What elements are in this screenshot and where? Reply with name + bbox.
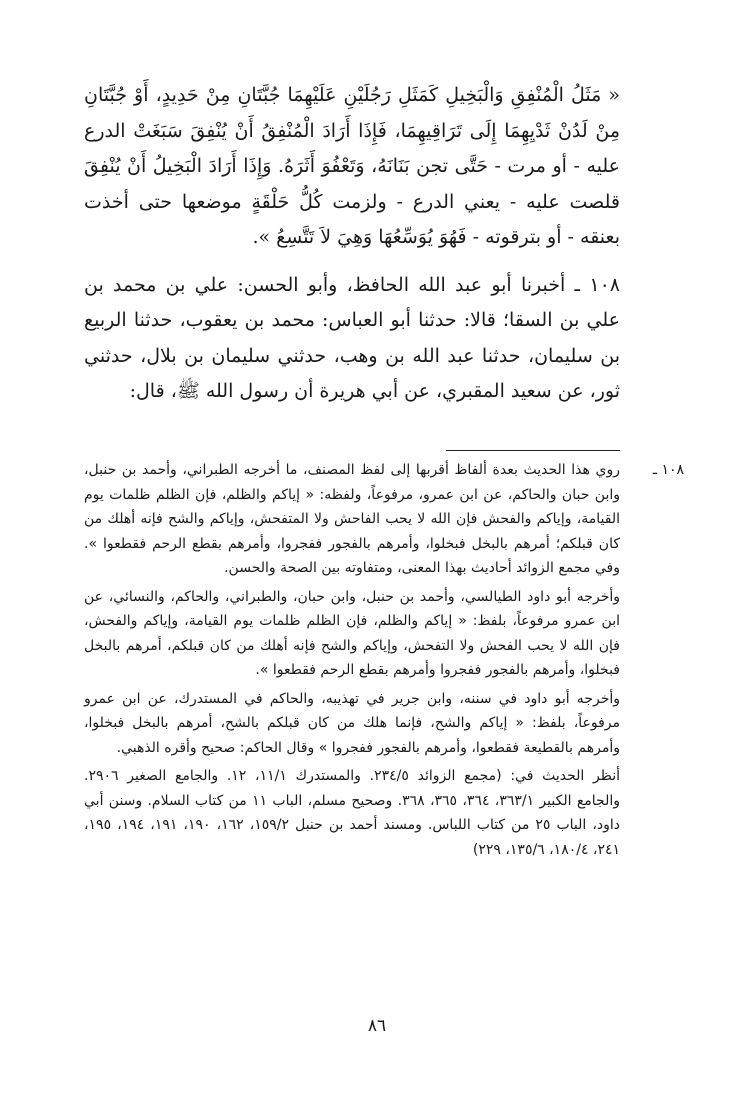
- footnote-paragraph: وأخرجه أبو داود في سننه، وابن جرير في تهذيبه، والحاكم في المستدرك، عن ابن عمرو مرفوعاً، بلفظ: « إياكم والشح، فإنما هلك من كان قبلكم بالشح، أمرهم بالبخل فبخلوا، وأمرهم بالقطيعة فقطعوا، وأمرهم بالفجور ففجروا » وقال الحاكم: صحيح وأقره الذهبي.: [84, 690, 620, 756]
- footnote-paragraph: روي هذا الحديث بعدة ألفاظ أقربها إلى لفظ المصنف، ما أخرجه الطبراني، وأحمد بن حنبل، وابن حبان والحاكم، عن ابن عمرو، مرفوعاً، ولفظه: « إياكم والظلم، فإن الظلم ظلمات يوم القيامة، وإياكم والفحش فإن الله لا يحب الفاحش ولا المتفحش، وإياكم والشح فإنه أهلك من كان قبلكم؛ أمرهم بالبخل فبخلوا، وأمرهم بالفجور ففجروا، وأمرهم بقطع الرحم فقطعوا ». وفي مجمع الزوائد أحاديث بهذا المعنى، ومتفاوته بين الصحة والحسن.: [84, 462, 620, 576]
- footnote-paragraph: وأخرجه أبو داود الطيالسي، وأحمد بن حنبل، وابن حبان، والطبراني، والحاكم، والنسائي، عن ابن عمرو مرفوعاً، بلفظ: « إياكم والظلم، فإن الظلم ظلمات يوم القيامة، وإياكم والفحش، فإن الله لا يحب الفحش ولا التفحش، وإياكم والشح فإنه أهلك من كان قبلكم، أمرهم بالبخل فبخلوا، وأمرهم بالفجور ففجروا وأمرهم بقطع الرحم فقطعوا ».: [84, 588, 620, 678]
- isnad-paragraph: ١٠٨ ـ أخبرنا أبو عبد الله الحافظ، وأبو الحسن: علي بن محمد بن علي بن السقا؛ قالا: حدثنا أبو العباس: محمد بن يعقوب، حدثنا الربيع بن سليمان، حدثنا عبد الله بن وهب، حدثني سليمان بن بلال، حدثني ثور، عن سعيد المقبري، عن أبي هريرة أن رسول الله ﷺ، قال:: [84, 273, 620, 402]
- page-number: ٨٦: [367, 1016, 387, 1036]
- footnote-number: ١٠٨ ـ: [652, 462, 684, 478]
- footnote-separator: [446, 450, 620, 451]
- footnote-paragraph: أنظر الحديث في: (مجمع الزوائد ٢٣٤/٥. والمستدرك ١١/١، ١٢. والجامع الصغير ٢٩٠٦. والجامع الكبير ٣٦٣/١، ٣٦٤، ٣٦٥، ٣٦٨. وصحيح مسلم، الباب ١١ من كتاب السلام. وسنن أبي داود، الباب ٢٥ من كتاب اللباس. ومسند أحمد بن حنبل ١٥٩/٢، ١٦٢، ١٩٠، ١٩١، ١٩٤، ١٩٥، ٢٤١، ١٨٠/٤، ١٣٥/٦، ٢٢٩): [84, 768, 621, 858]
- footnotes: [84, 458, 684, 866]
- hadith-text: « مَثَلُ الْمُنْفِقِ وَالْبَخِيلِ كَمَثَلِ رَجُلَيْنِ عَلَيْهِمَا جُبَّتَانِ مِنْ حَدِيدٍ، أَوْ جُبَّتَانِ مِنْ لَدُنْ ثَدْيِهِمَا إِلَى تَرَاقِيهِمَا، فَإِذَا أَرَادَ الْمُنْفِقُ أَنْ يُنْفِقَ سَبَغَتْ الدرع عليه - أو مرت - حَتَّى تجن بَنَانَهُ، وَتَعْفُوَ أَثَرَهُ. وَإِذَا أَرَادَ الْبَخِيلُ أَنْ يُنْفِقَ قلصت عليه - يعني الدرع - ولزمت كُلُّ حَلْقَةٍ موضعها حتى أخذت بعنقه - أو بترقوته - فَهُوَ يُوَسِّعُهَا وَهِيَ لاَ تَتَّسِعُ ».: [84, 84, 620, 248]
- main-text: [84, 78, 620, 410]
